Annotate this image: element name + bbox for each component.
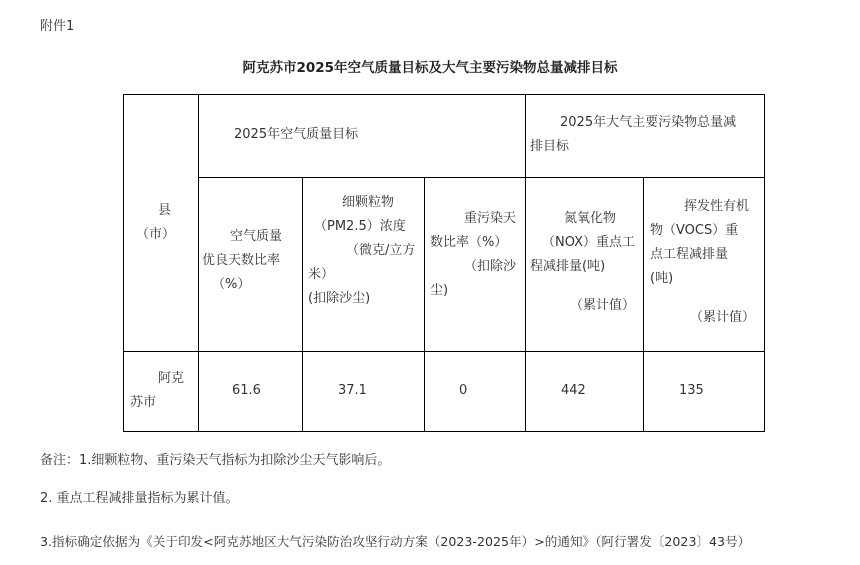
col4-line3: 程减排量(吨) (530, 259, 606, 274)
header-emission-line2: 排目标 (530, 139, 570, 154)
col2-line5: (扣除沙尘) (308, 291, 371, 306)
col5-line3: 点工程减排量 (650, 247, 729, 262)
header-excellent-days-ratio (202, 225, 302, 297)
row-value-excellent-days: 61.6 (232, 383, 261, 398)
col4-line1: 氮氧化物 (564, 211, 617, 226)
header-county (136, 199, 196, 247)
col3-line4: 尘) (430, 283, 449, 298)
col2-line3: （微克/立方 (346, 243, 416, 258)
row-value-heavy-pollution: 0 (459, 383, 468, 398)
row-value-vocs: 135 (679, 383, 704, 398)
col3-line2: 数比率（%） (430, 235, 508, 250)
note-2: 2. 重点工程减排量指标为累计值。 (40, 491, 239, 506)
grid-line (124, 351, 764, 352)
header-heavy-pollution-ratio (430, 207, 526, 303)
grid-line (198, 95, 199, 431)
col5-line1: 挥发性有机 (684, 199, 750, 214)
col1-line2: 优良天数比率 (202, 253, 281, 268)
attachment-label: 附件1 (40, 19, 75, 34)
document-title: 阿克苏市2025年空气质量目标及大气主要污染物总量减排目标 (242, 60, 618, 76)
header-emission-line1: 2025年大气主要污染物总量减 (560, 115, 737, 130)
col1-line3: （%） (212, 277, 251, 292)
header-county-line1: 县 (158, 203, 172, 218)
col1-line1: 空气质量 (230, 229, 283, 244)
header-county-line2: （市） (136, 227, 176, 242)
header-emission-group (530, 111, 762, 159)
col5-line4: (吨) (650, 271, 674, 286)
col4-line2: （NOX）重点工 (542, 235, 636, 250)
grid-line (198, 177, 764, 178)
header-air-quality-text: 2025年空气质量目标 (234, 127, 359, 142)
row-county (130, 367, 196, 415)
col2-line4: 米） (308, 267, 335, 282)
col2-line1: 细颗粒物 (342, 195, 395, 210)
grid-line (302, 177, 303, 431)
col2-line2: （PM2.5）浓度 (314, 219, 406, 234)
row-county-line2: 苏市 (130, 395, 157, 410)
header-nox-reduction (530, 207, 646, 318)
header-vocs-reduction (650, 195, 764, 330)
row-value-pm25: 37.1 (338, 383, 367, 398)
row-county-line1: 阿克 (158, 371, 185, 386)
targets-table (123, 94, 765, 432)
grid-line (424, 177, 425, 431)
col5-line2: 物（VOCS）重 (650, 223, 739, 238)
col3-line1: 重污染天 (464, 211, 517, 226)
header-air-quality-group (234, 123, 514, 147)
col5-line5: （累计值） (690, 310, 756, 325)
col3-line3: （扣除沙 (464, 259, 517, 274)
header-pm25-concentration (308, 191, 424, 311)
row-value-nox: 442 (561, 383, 586, 398)
note-1: 备注：1.细颗粒物、重污染天气指标为扣除沙尘天气影响后。 (40, 453, 391, 468)
note-3: 3.指标确定依据为《关于印发<阿克苏地区大气污染防治攻坚行动方案（2023-2025年）>的通知》（阿行署发〔2023〕43号） (40, 534, 751, 549)
col4-line4: （累计值） (570, 298, 636, 313)
